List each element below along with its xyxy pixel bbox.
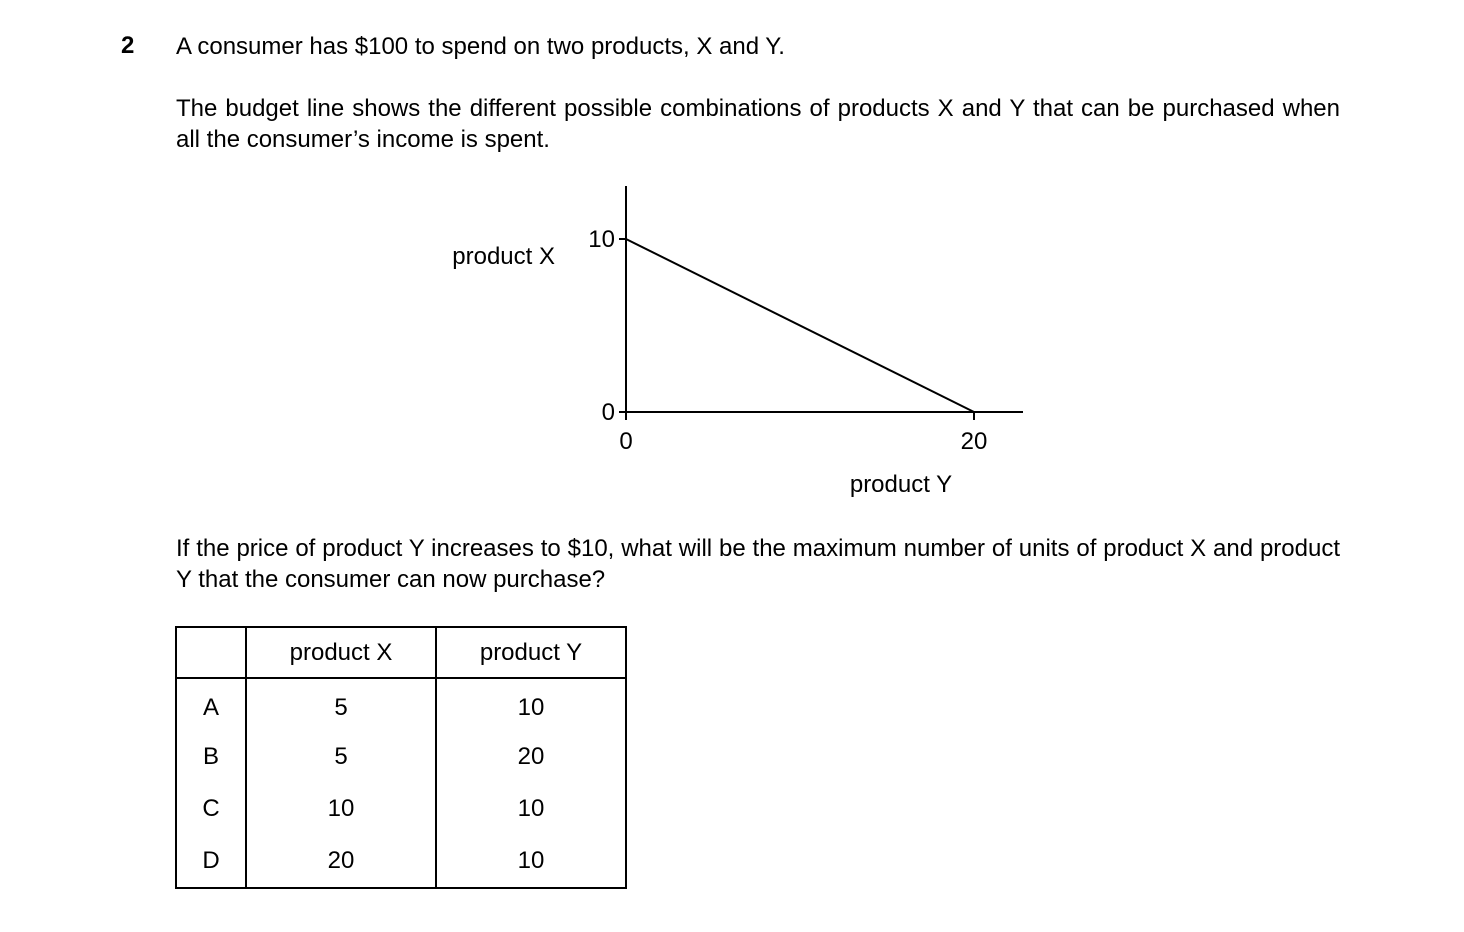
- option-row-c[interactable]: [176, 783, 626, 835]
- option-product-x: 5: [246, 678, 436, 731]
- option-product-x: 5: [246, 731, 436, 783]
- option-product-y: 10: [436, 835, 626, 888]
- header-product-y: product Y: [436, 627, 626, 678]
- option-product-y: 20: [436, 731, 626, 783]
- budget-line: [626, 239, 974, 412]
- x-axis-label: product Y: [849, 471, 953, 498]
- option-row-a[interactable]: [176, 678, 626, 731]
- option-product-y: 10: [436, 783, 626, 835]
- option-product-x: 10: [246, 783, 436, 835]
- option-letter: B: [176, 731, 246, 783]
- question-context: The budget line shows the different possible combinations of products X and Y that can be purchased when all the consumer’s income is spent.: [176, 95, 1340, 153]
- option-letter: D: [176, 835, 246, 888]
- header-letter: [176, 627, 246, 678]
- diagram-series: [626, 239, 974, 412]
- y-tick-label: 0: [601, 399, 615, 426]
- question-intro: A consumer has $100 to spend on two products, X and Y.: [176, 33, 785, 60]
- option-row-d[interactable]: [176, 835, 626, 888]
- header-product-x: product X: [246, 627, 436, 678]
- y-axis-label: product X: [452, 243, 555, 270]
- y-tick-label: 10: [588, 226, 615, 253]
- option-letter: C: [176, 783, 246, 835]
- option-row-b[interactable]: [176, 731, 626, 783]
- answer-options-table: [175, 626, 627, 889]
- option-letter: A: [176, 678, 246, 731]
- diagram-tick-labels: [588, 226, 987, 455]
- option-product-y: 10: [436, 678, 626, 731]
- option-product-x: 20: [246, 835, 436, 888]
- x-tick-label: 20: [960, 428, 988, 455]
- question-number: 2: [121, 32, 135, 59]
- table-header-row: [176, 627, 626, 678]
- question-prompt: If the price of product Y increases to $10, what will be the maximum number of units of product X and product Y that the consumer can now purchase?: [176, 535, 1340, 593]
- diagram-ticks: [619, 239, 974, 420]
- x-tick-label: 0: [619, 428, 633, 455]
- diagram-axes: [626, 186, 1023, 412]
